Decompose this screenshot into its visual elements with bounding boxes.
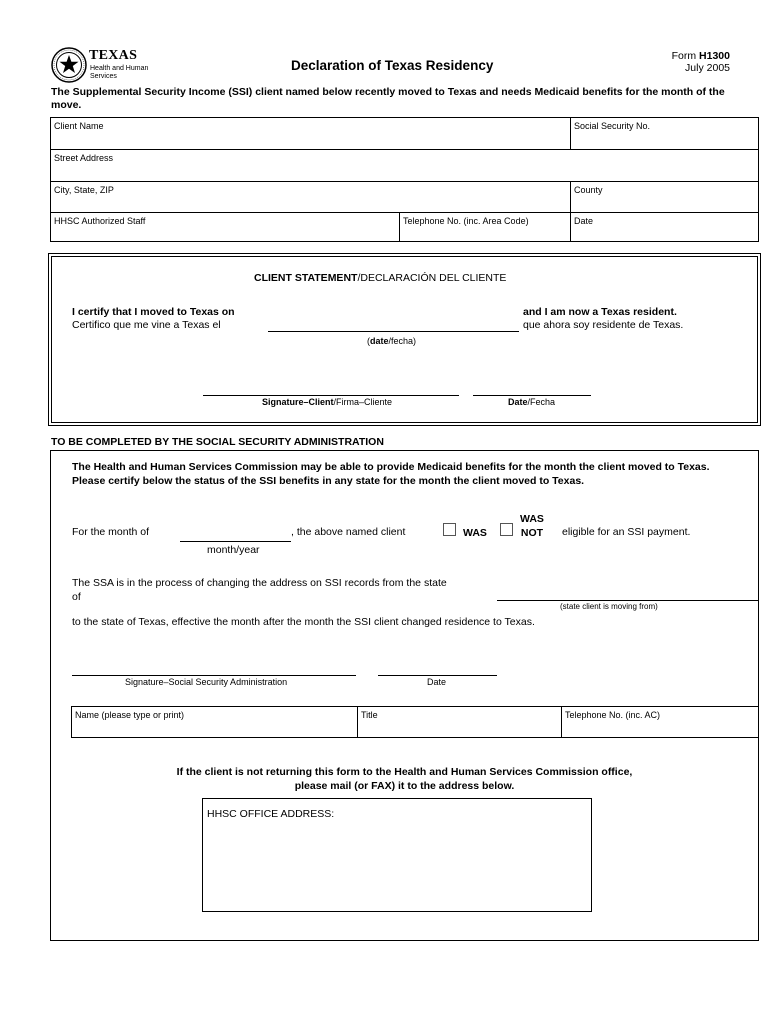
telephone-label: Telephone No. (inc. Area Code) [403, 216, 529, 226]
ssn-label: Social Security No. [574, 121, 651, 131]
client-statement-heading-rest: /DECLARACIÓN DEL CLIENTE [357, 272, 507, 284]
return-line-1: If the client is not returning this form to the Health and Human Services Commission office, [176, 766, 633, 778]
form-number [672, 50, 730, 62]
ssa-section-title: TO BE COMPLETED BY THE SOCIAL SECURITY ADMINISTRATION [51, 436, 384, 448]
was-not-checkbox[interactable] [500, 523, 513, 536]
state-from-line[interactable] [497, 600, 758, 601]
move-date-caption-bold: date [370, 336, 389, 346]
client-name-field[interactable] [51, 118, 571, 149]
ssa-date-caption: Date [427, 677, 447, 687]
ssa-title-label: Title [361, 710, 378, 720]
ssa-contact-table [71, 706, 759, 738]
city-state-zip-field[interactable] [51, 181, 571, 212]
county-field[interactable] [571, 181, 758, 212]
client-statement-heading [254, 272, 506, 284]
ssa-phone-field[interactable] [562, 707, 759, 737]
agency-logo [51, 46, 149, 84]
client-info-table [50, 117, 759, 242]
client-date-line[interactable] [473, 395, 591, 396]
ssa-phone-label: Telephone No. (inc. AC) [565, 710, 661, 720]
intro-text: The Supplemental Security Income (SSI) client named below recently moved to Texas and needs Medicaid benefits for the month of the move. [51, 86, 725, 111]
ssa-signature-line[interactable] [72, 675, 356, 676]
date-label: Date [574, 216, 594, 226]
ssa-name-label: Name (please type or print) [75, 710, 185, 720]
client-date-caption-bold: Date [508, 397, 528, 407]
resident-spanish: que ahora soy residente de Texas. [523, 319, 684, 331]
ssa-signature-caption: Signature–Social Security Administration [125, 677, 288, 687]
month-suffix: , the above named client [291, 526, 406, 538]
address-change-line-1: The SSA is in the process of changing the address on SSI records from the state [72, 577, 447, 589]
hhsc-staff-field[interactable] [51, 212, 400, 241]
move-date-caption-rest: /fecha) [388, 336, 417, 346]
date-field[interactable] [571, 212, 758, 241]
was-label: WAS [463, 527, 487, 539]
form-prefix: Form [671, 50, 700, 62]
page-title: Declaration of Texas Residency [291, 58, 494, 73]
logo-line-3: Services [90, 73, 117, 80]
effective-text: to the state of Texas, effective the month after the month the SSI client changed residence to Texas. [72, 616, 535, 628]
form-number-value: H1300 [699, 50, 730, 62]
month-year-caption: month/year [207, 544, 260, 556]
ssn-field[interactable] [571, 118, 758, 149]
telephone-field[interactable] [400, 212, 571, 241]
ssa-date-line[interactable] [378, 675, 497, 676]
ssa-name-field[interactable] [72, 707, 358, 737]
certify-spanish: Certifico que me vine a Texas el [72, 319, 221, 331]
street-address-label: Street Address [54, 153, 114, 163]
texas-seal-icon [51, 47, 87, 83]
client-signature-caption [262, 397, 392, 407]
resident-english: and I am now a Texas resident. [523, 306, 677, 318]
address-change-line-2: of [72, 591, 81, 603]
hhsc-office-address-box[interactable] [202, 798, 592, 912]
logo-line-2: Health and Human [90, 65, 149, 72]
city-state-zip-label: City, State, ZIP [54, 185, 114, 195]
was-checkbox[interactable] [443, 523, 456, 536]
return-instructions [50, 765, 759, 793]
return-line-2: please mail (or FAX) it to the address below. [294, 780, 515, 792]
certify-english: I certify that I moved to Texas on [72, 306, 235, 318]
move-date-line[interactable] [268, 331, 519, 332]
logo-texas: TEXAS [89, 48, 138, 63]
was-not-line-1: WAS [520, 513, 544, 525]
was-not-line-2: NOT [520, 527, 544, 539]
client-signature-caption-rest: /Firma–Cliente [333, 397, 393, 407]
month-prefix: For the month of [72, 526, 150, 538]
client-date-caption-rest: /Fecha [527, 397, 556, 407]
street-address-field[interactable] [51, 149, 758, 181]
state-from-caption: (state client is moving from) [560, 602, 658, 611]
client-name-label: Client Name [54, 121, 104, 131]
client-signature-caption-bold: Signature–Client [262, 397, 334, 407]
move-date-caption: (date/fecha) [367, 336, 417, 346]
hhsc-staff-label: HHSC Authorized Staff [54, 216, 146, 226]
eligible-text: eligible for an SSI payment. [562, 526, 691, 538]
hhsc-office-address-label: HHSC OFFICE ADDRESS: [207, 808, 335, 820]
client-signature-line[interactable] [203, 395, 459, 396]
month-year-line[interactable] [180, 541, 291, 542]
form-date: July 2005 [685, 62, 730, 74]
client-statement-heading-bold: CLIENT STATEMENT [254, 272, 358, 284]
ssa-title-field[interactable] [358, 707, 562, 737]
was-not-label [520, 512, 544, 540]
ssa-intro: The Health and Human Services Commission may be able to provide Medicaid benefits for the month the client moved to Texas. Please certify below the status of the SSI benefits in any state for the month the client moved to Texas. [72, 461, 710, 487]
county-label: County [574, 185, 603, 195]
client-date-caption [508, 397, 555, 407]
